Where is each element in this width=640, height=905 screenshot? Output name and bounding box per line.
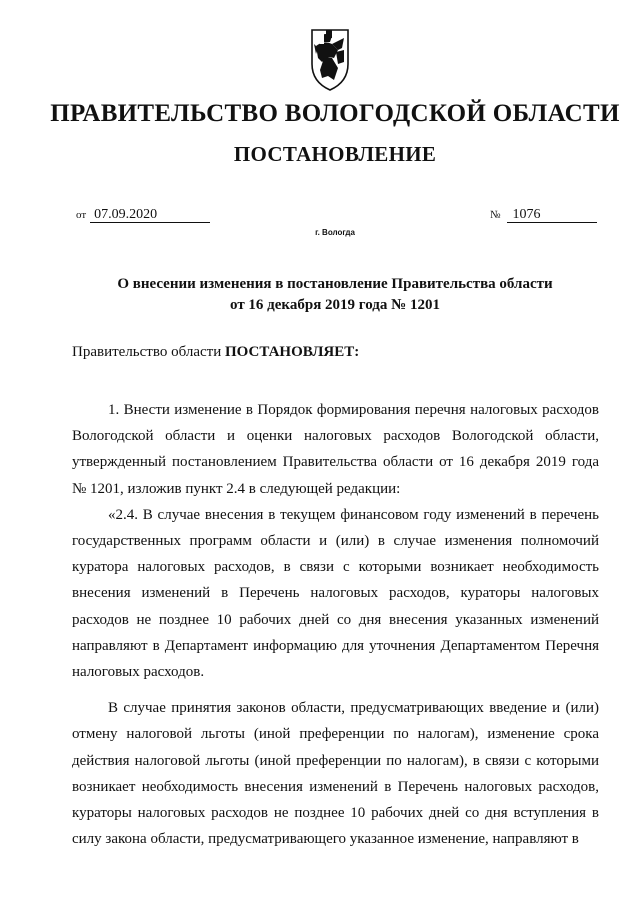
paragraph-2: «2.4. В случае внесения в текущем финансовом году изменений в перечень государственных программ области и (или) в случае изменения полномочий куратора налоговых расходов, в связи с которыми возникает необходимость внесения изменений в Перечень налоговых расходов, кураторы налоговых расходов не позднее 10 рабочих дней со дня внесения указанных изменений направляют в Департамент информацию для уточнения Департаментом Перечня налоговых расходов. (72, 506, 599, 681)
document-body (72, 397, 599, 852)
city-name: г. Вологда (315, 228, 355, 237)
document-subject (70, 274, 600, 316)
decree-prefix: Правительство области (72, 344, 225, 360)
vologda-coat-of-arms-icon (298, 28, 362, 92)
decree-keyword: ПОСТАНОВЛЯЕТ: (224, 344, 360, 360)
number-value: 1076 (507, 208, 597, 223)
government-title: ПРАВИТЕЛЬСТВО ВОЛОГОДСКОЙ ОБЛАСТИ (50, 100, 620, 127)
number-label: № (490, 209, 501, 221)
subject-line-2: от 16 декабря 2019 года № 1201 (230, 297, 440, 313)
document-type: ПОСТАНОВЛЕНИЕ (233, 142, 437, 166)
date-label: от (76, 209, 87, 221)
decree-statement (72, 344, 359, 361)
document-date (76, 207, 210, 223)
date-value: 07.09.2020 (90, 208, 210, 223)
subject-line-1: О внесении изменения в постановление Правительства области (117, 276, 553, 292)
paragraph-3: В случае принятия законов области, предусматривающих введение и (или) отмену налоговой льготы (иной преференции по налогам), изменение срока действия налоговой льготы (иной преференции по налогам), в связи с которыми возникает необходимость внесения изменений в Перечень налоговых расходов, кураторы налоговых расходов не позднее 10 рабочих дней со дня вступления в силу закона области, предусматривающего указанное изменение, направляют в (72, 700, 599, 848)
paragraph-1: 1. Внести изменение в Порядок формирования перечня налоговых расходов Вологодской области и оценки налоговых расходов Вологодской области, утвержденный постановлением Правительства области от 16 декабря 2019 года № 1201, изложив пункт 2.4 в следующей редакции: (72, 402, 599, 497)
document-number (490, 207, 597, 223)
